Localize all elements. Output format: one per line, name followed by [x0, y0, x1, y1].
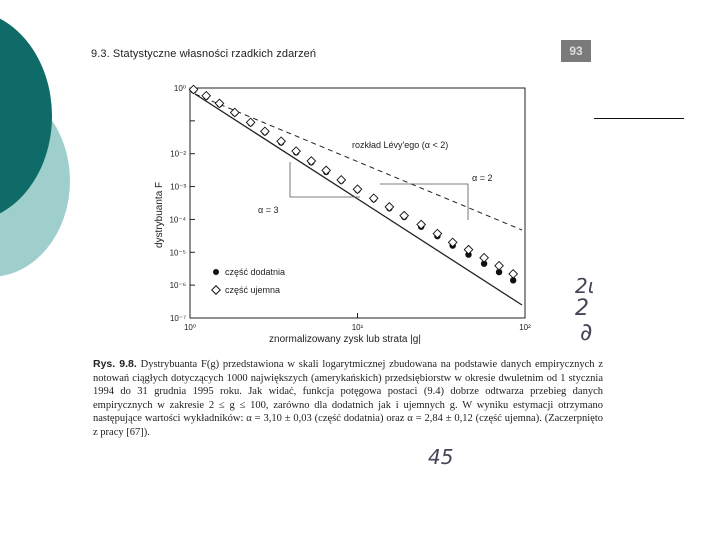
- levy-dashed-line: [195, 94, 522, 230]
- point-negative: [322, 166, 330, 174]
- legend-label-negative: część ujemna: [225, 285, 281, 295]
- point-negative: [292, 147, 300, 155]
- x-tick-label: 10²: [519, 323, 531, 332]
- legend-label-positive: część dodatnia: [225, 267, 286, 277]
- y-axis-label: dystrybuanta F: [154, 181, 165, 248]
- handwriting-note-3: ∂: [580, 318, 593, 346]
- x-tick-label: 10⁰: [183, 323, 197, 332]
- y-tick-label: 10⁻²: [170, 149, 186, 159]
- point-negative: [495, 261, 503, 269]
- y-tick-label: 10⁻³: [170, 182, 186, 192]
- x-tick-labels: [184, 323, 531, 332]
- point-negative: [464, 245, 472, 253]
- section-header: 9.3. Statystyczne własności rzadkich zdarzeń: [91, 48, 317, 60]
- caption-label: Rys. 9.8.: [93, 358, 137, 370]
- point-negative: [353, 185, 361, 193]
- underline-rule: [594, 118, 684, 119]
- handwriting-note-4: 45: [428, 445, 454, 469]
- series-negative: [189, 85, 517, 278]
- y-tick-label: 10⁻⁴: [169, 215, 186, 225]
- point-negative: [385, 203, 393, 211]
- x-tick-label: 10¹: [351, 323, 364, 332]
- point-negative: [509, 270, 517, 278]
- point-negative: [189, 85, 197, 93]
- caption-text: Dystrybuanta F(g) przedstawiona w skali logarytmicznej zbudowana na podstawie danych empirycznych z notowań ciągłych dotyczących 1000 największych (amerykańskich) przedsiębiorstw w okresie dwuletnim od 1 stycznia 1994 do 31 grudnia 1995 roku. Jak widać, funkcja potęgowa postaci (9.4) dobrze odtwarza przebieg danych empirycznych w zakresie 2 ≤ g ≤ 100, zarówno dla dodatnich jak i ujemnych g. W wyniku estymacji otrzymano następujące wartości wykładników: α = 3,10 ± 0,03 (część dodatnia) oraz α = 2,84 ± 0,12 (część ujemna). (Zaczerpnięto z pracy [67]).: [93, 359, 603, 438]
- point-negative: [337, 176, 345, 184]
- annotation-levy: rozkład Lévy'ego (α < 2): [352, 140, 449, 150]
- annotation-alpha2: α = 2: [472, 173, 493, 183]
- point-negative: [369, 194, 377, 202]
- point-negative: [307, 157, 315, 165]
- figure-caption: [93, 358, 603, 440]
- y-tick-label: 10⁻⁷: [169, 314, 186, 323]
- point-negative: [215, 99, 223, 107]
- y-tick-labels: [169, 84, 186, 323]
- series-positive: [190, 87, 516, 283]
- point-negative: [480, 254, 488, 262]
- y-tick-label: 10⁰: [173, 84, 186, 93]
- handwriting-note-2: 2: [575, 296, 589, 321]
- y-tick-label: 10⁻⁶: [169, 281, 186, 291]
- handwriting-note-1: 2ι: [575, 274, 595, 298]
- distribution-chart: [150, 80, 540, 350]
- legend-marker-negative: [212, 286, 220, 294]
- point-negative: [261, 127, 269, 135]
- annotation-alpha3: α = 3: [258, 205, 279, 215]
- y-tick-label: 10⁻⁵: [169, 248, 186, 258]
- point-negative: [246, 118, 254, 126]
- page-number: 93: [561, 40, 591, 62]
- x-axis-label: znormalizowany zysk lub strata |g|: [269, 334, 421, 345]
- point-negative: [400, 211, 408, 219]
- legend-marker-positive: [213, 269, 219, 275]
- point-negative: [277, 137, 285, 145]
